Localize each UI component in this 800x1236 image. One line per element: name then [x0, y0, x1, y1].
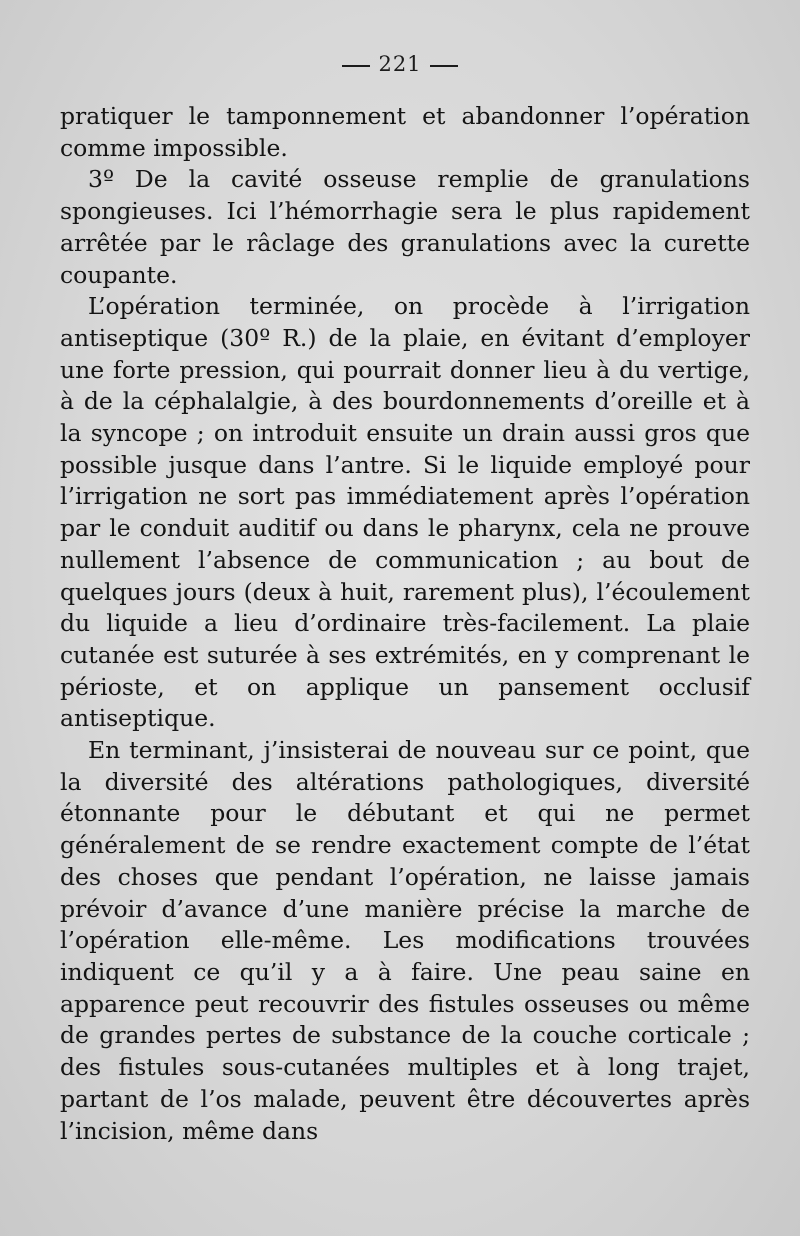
page-number: 221 — [378, 52, 422, 76]
paragraph-2: 3º De la cavité osseuse remplie de granulations spongieuses. Ici l’hémorrhagie sera le plus rapidement arrêtée par le râclage des granulations avec la curette coupante. — [60, 165, 750, 289]
left-dash — [342, 65, 370, 67]
paragraph-1: pratiquer le tamponnement et abandonner l’opération comme impossible. — [60, 102, 750, 162]
right-dash — [430, 65, 458, 67]
page-number-header — [0, 52, 800, 76]
paragraph-3: L’opération terminée, on procède à l’irrigation antiseptique (30º R.) de la plaie, en évitant d’employer une forte pression, qui pourrait donner lieu à du vertige, à de la céphalalgie, à des bourdonnements d’oreille et à la syncope ; on introduit ensuite un drain aussi gros que possible jusque dans l’antre. Si le liquide employé pour l’irrigation ne sort pas immédiatement après l’opération par le conduit auditif ou dans le pharynx, cela ne prouve nullement l’absence de communication ; au bout de quelques jours (deux à huit, rarement plus), l’écoulement du liquide a lieu d’ordinaire très-facilement. La plaie cutanée est suturée à ses extrémités, en y comprenant le périoste, et on applique un pansement occlusif antiseptique. — [60, 292, 750, 733]
body-text — [60, 101, 750, 1147]
paragraph-4: En terminant, j’insisterai de nouveau sur ce point, que la diversité des altérations pathologiques, diversité étonnante pour le débutant et qui ne permet généralement de se rendre exactement compte de l’état des choses que pendant l’opération, ne laisse jamais prévoir d’avance d’une manière précise la marche de l’opération elle-même. Les modifications trouvées indiquent ce qu’il y a à faire. Une peau saine en apparence peut recouvrir des fistules osseuses ou même de grandes pertes de substance de la couche corticale ; des fistules sous-cutanées multiples et à long trajet, partant de l’os malade, peuvent être découvertes après l’incision, même dans — [60, 736, 750, 1145]
